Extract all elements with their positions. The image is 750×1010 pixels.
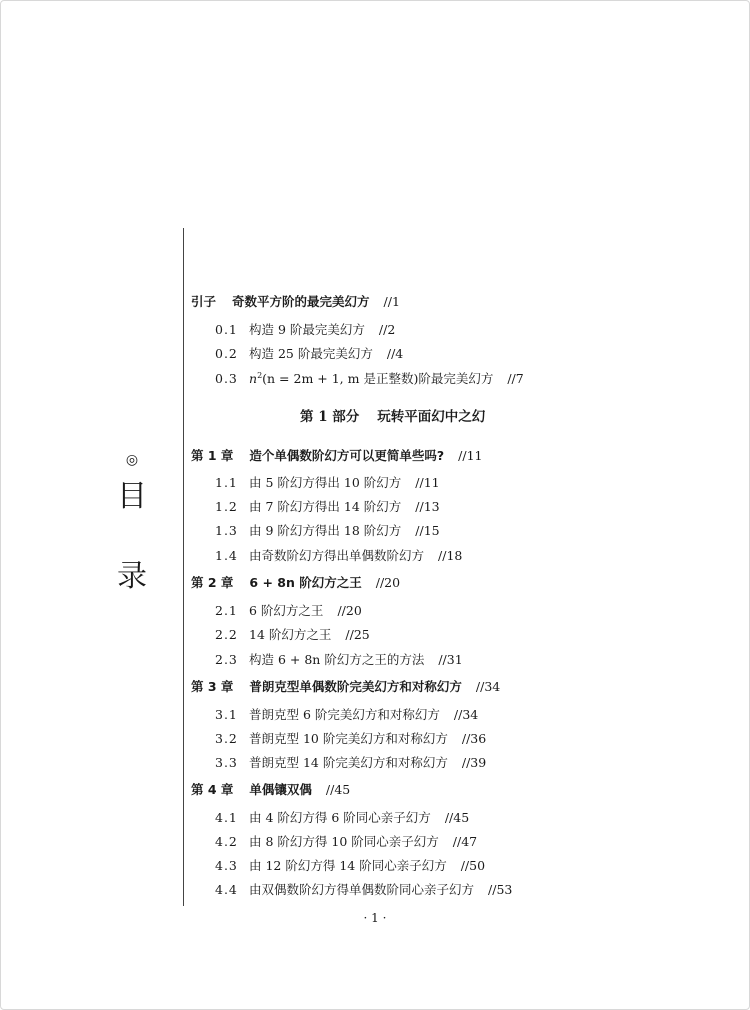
entry-page: //45 xyxy=(444,810,470,825)
entry-number: 第 2 章 xyxy=(191,575,234,590)
toc-entry-chapter-1[interactable] xyxy=(191,446,483,464)
entry-title: 普朗克型 14 阶完美幻方和对称幻方 xyxy=(249,755,448,770)
entry-number: 1.1 xyxy=(215,475,238,490)
entry-number: 3.3 xyxy=(215,755,238,770)
toc-entry-4-2[interactable] xyxy=(215,832,477,850)
entry-title: 普朗克型 6 阶完美幻方和对称幻方 xyxy=(249,707,440,722)
entry-title: 造个单偶数阶幻方可以更简单些吗? xyxy=(249,448,445,463)
side-title-char-1: 目 xyxy=(117,479,147,514)
entry-page: //4 xyxy=(386,346,404,361)
entry-title: 由 4 阶幻方得 6 阶同心亲子幻方 xyxy=(249,810,431,825)
page-number: · 1 · xyxy=(363,911,387,925)
side-title-char-2: 录 xyxy=(117,559,147,594)
entry-title: 普朗克型 10 阶完美幻方和对称幻方 xyxy=(249,731,448,746)
entry-page: //34 xyxy=(475,679,501,694)
entry-number: 0.1 xyxy=(215,322,238,337)
entry-title: 由 9 阶幻方得出 18 阶幻方 xyxy=(249,523,402,538)
entry-title: 奇数平方阶的最完美幻方 xyxy=(232,294,370,309)
entry-page: //31 xyxy=(438,652,463,667)
part-title: 玩转平面幻中之幻 xyxy=(377,409,486,425)
entry-page: //50 xyxy=(460,858,486,873)
entry-title: 普朗克型单偶数阶完美幻方和对称幻方 xyxy=(249,679,462,694)
entry-number: 0.3 xyxy=(215,371,238,386)
entry-number: 第 3 章 xyxy=(191,679,234,694)
entry-page: //53 xyxy=(488,882,513,897)
entry-title: 由 12 阶幻方得 14 阶同心亲子幻方 xyxy=(249,858,447,873)
entry-title: 由 5 阶幻方得出 10 阶幻方 xyxy=(249,475,402,490)
toc-entry-chapter-2[interactable] xyxy=(191,573,400,591)
part-label: 第 1 部分 xyxy=(300,409,360,425)
entry-number: 2.2 xyxy=(215,627,238,642)
entry-page: //20 xyxy=(337,603,362,618)
entry-title: 由 7 阶幻方得出 14 阶幻方 xyxy=(249,499,402,514)
entry-number: 4.3 xyxy=(215,858,238,873)
entry-page: //2 xyxy=(378,322,396,337)
entry-title: 单偶镶双偶 xyxy=(249,782,312,797)
entry-title: 14 阶幻方之王 xyxy=(249,627,332,642)
entry-title: 6 + 8n 阶幻方之王 xyxy=(249,575,362,590)
entry-number: 引子 xyxy=(191,294,217,309)
entry-title: 6 阶幻方之王 xyxy=(249,603,324,618)
margin-rule xyxy=(183,228,184,906)
entry-page: //20 xyxy=(375,575,401,590)
toc-entry-0-2[interactable] xyxy=(215,344,403,362)
entry-page: //45 xyxy=(325,782,351,797)
entry-page: //25 xyxy=(345,627,370,642)
entry-number: 4.1 xyxy=(215,810,238,825)
toc-entry-2-2[interactable] xyxy=(215,625,370,643)
toc-entry-1-1[interactable] xyxy=(215,473,440,491)
toc-entry-intro[interactable] xyxy=(191,292,400,310)
entry-title-exponent: 2 xyxy=(257,370,263,380)
toc-entry-4-4[interactable] xyxy=(215,880,512,898)
toc-entry-4-1[interactable] xyxy=(215,808,469,826)
entry-number: 第 4 章 xyxy=(191,782,234,797)
toc-entry-2-1[interactable] xyxy=(215,601,362,619)
toc-entry-chapter-3[interactable] xyxy=(191,677,500,695)
entry-number: 4.2 xyxy=(215,834,238,849)
entry-page: //11 xyxy=(458,448,483,463)
entry-page: //18 xyxy=(438,548,463,563)
entry-page: //15 xyxy=(415,523,440,538)
entry-page: //39 xyxy=(461,755,487,770)
entry-title: 构造 9 阶最完美幻方 xyxy=(249,322,365,337)
toc-entry-3-3[interactable] xyxy=(215,753,486,771)
entry-number: 3.1 xyxy=(215,707,238,722)
toc-entry-3-1[interactable] xyxy=(215,705,478,723)
entry-title: 由双偶数阶幻方得单偶数阶同心亲子幻方 xyxy=(249,882,475,897)
toc-entry-3-2[interactable] xyxy=(215,729,486,747)
entry-number: 2.3 xyxy=(215,652,238,667)
entry-title: 构造 6 + 8n 阶幻方之王的方法 xyxy=(249,652,425,667)
toc-entry-chapter-4[interactable] xyxy=(191,780,350,798)
entry-page: //34 xyxy=(453,707,479,722)
toc-entry-0-3[interactable] xyxy=(215,369,524,387)
side-title-mark: ◎ xyxy=(125,452,139,468)
entry-title: 由奇数阶幻方得出单偶数阶幻方 xyxy=(249,548,425,563)
entry-title-rest: (n = 2m + 1, m 是正整数)阶最完美幻方 xyxy=(262,371,494,386)
entry-title: 由 8 阶幻方得 10 阶同心亲子幻方 xyxy=(249,834,439,849)
entry-title xyxy=(249,371,493,386)
entry-page: //47 xyxy=(452,834,478,849)
entry-number: 1.2 xyxy=(215,499,238,514)
entry-number: 4.4 xyxy=(215,882,238,897)
part-heading xyxy=(300,405,485,425)
entry-page: //13 xyxy=(415,499,440,514)
toc-entry-1-4[interactable] xyxy=(215,546,462,564)
toc-entry-4-3[interactable] xyxy=(215,856,485,874)
entry-page: //11 xyxy=(415,475,440,490)
entry-page: //1 xyxy=(383,294,400,309)
entry-page: //36 xyxy=(461,731,487,746)
entry-number: 第 1 章 xyxy=(191,448,234,463)
toc-entry-1-2[interactable] xyxy=(215,497,440,515)
toc-entry-0-1[interactable] xyxy=(215,320,395,338)
toc-entry-2-3[interactable] xyxy=(215,650,463,668)
entry-title-n: n xyxy=(249,371,258,386)
entry-number: 3.2 xyxy=(215,731,238,746)
entry-number: 0.2 xyxy=(215,346,238,361)
entry-title: 构造 25 阶最完美幻方 xyxy=(249,346,373,361)
entry-page: //7 xyxy=(507,371,524,386)
entry-number: 2.1 xyxy=(215,603,238,618)
toc-entry-1-3[interactable] xyxy=(215,521,440,539)
entry-number: 1.4 xyxy=(215,548,238,563)
entry-number: 1.3 xyxy=(215,523,238,538)
side-title xyxy=(114,452,150,594)
